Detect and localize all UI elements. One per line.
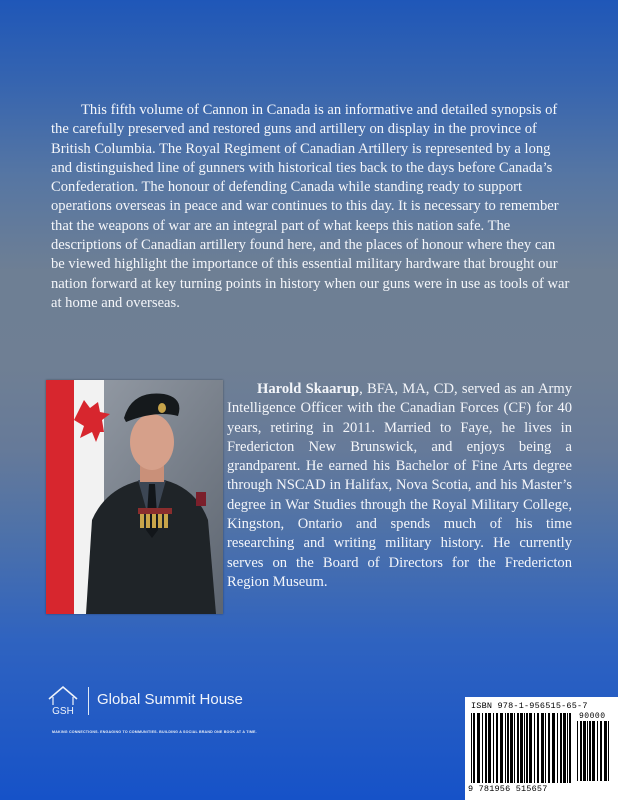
barcode-bar [529, 713, 532, 783]
barcode-bar [580, 721, 582, 781]
barcode-bar [517, 713, 519, 783]
isbn-label: ISBN 978-1-956515-65-7 [471, 701, 588, 711]
barcode-bar [569, 713, 571, 783]
barcode-bar [552, 713, 555, 783]
house-logo-icon [46, 683, 80, 719]
back-cover-synopsis [51, 101, 570, 313]
publisher-tagline: MAKING CONNECTIONS. ENGAGING TO COMMUNITIES. BUILDING A SOCIAL BRAND ONE BOOK AT A TIME. [52, 730, 257, 734]
barcode-bar [505, 713, 506, 783]
barcode-bar [507, 713, 509, 783]
barcode-bar [541, 713, 544, 783]
barcode-bar [471, 713, 472, 783]
synopsis-paragraph: This fifth volume of Cannon in Canada is an informative and detailed synopsis of the carefully preserved and restored guns and artillery on display in the province of British Columbia. The Royal Regiment of Canadian Artillery is represented by a long and distinguished line of gunners with historical ties back to the days before Canada’s Confederation. The honour of defending Canada while standing ready to support operations overseas in peace and war continues to this day. It is necessary to remember that the weapons of war are an integral part of what keeps this nation safe. The descriptions of Canadian artillery found here, and the places of honour where they can be viewed highlight the importance of this essential military hardware that brought our nation forward at key turning points in history when our guns were in use as tools of war at home and overseas. [51, 102, 570, 311]
barcode-bar [500, 713, 503, 783]
barcode-bar [496, 713, 498, 783]
barcode-bar [604, 721, 607, 781]
publisher-name: Global Summit House [97, 691, 243, 708]
isbn-barcode [465, 697, 618, 800]
author-name: Harold Skaarup [257, 381, 360, 397]
barcode-bar [514, 713, 515, 783]
publisher-logo [46, 683, 266, 729]
barcode-bar [485, 713, 487, 783]
barcode-bar [524, 713, 525, 783]
barcode-bar [557, 713, 558, 783]
ean-barcode-icon [471, 713, 575, 783]
barcode-bar [493, 713, 494, 783]
barcode-bar [537, 713, 539, 783]
barcode-bar [597, 721, 598, 781]
barcode-bar [589, 721, 591, 781]
addon-barcode-icon [577, 721, 613, 781]
barcode-bar [600, 721, 602, 781]
logo-initials: GSH [52, 706, 74, 717]
barcode-bar [548, 713, 550, 783]
barcode-bar [560, 713, 562, 783]
author-bio-paragraph [227, 380, 572, 592]
author-bio-text: , BFA, MA, CD, served as an Army Intelligence Officer with the Canadian Forces (CF) for 40 years, retiring in 2011. Married to Faye, he lives in Fredericton New Brunswick, and enjoys being a grandparent. He earned his Bachelor of Fine Arts degree through NSCAD in Halifax, Nova Scotia, and his Master’s degree in War Studies through the Royal Military College, Kingston, Ontario and spends much of his time researching and writing military history. He currently serves on the Board of Directors for the Fredericton Region Museum. [227, 381, 572, 590]
ean-digits: 9 781956 515657 [468, 784, 548, 794]
barcode-bar [592, 721, 595, 781]
barcode-bar [577, 721, 578, 781]
author-bio [227, 380, 572, 592]
barcode-bar [545, 713, 546, 783]
author-photo [46, 380, 223, 614]
barcode-bar [473, 713, 475, 783]
barcode-bar [587, 721, 588, 781]
addon-digits: 90000 [579, 712, 606, 721]
barcode-bar [583, 721, 586, 781]
barcode-bar [488, 713, 491, 783]
logo-divider [88, 687, 89, 715]
barcode-bar [520, 713, 523, 783]
barcode-bar [567, 713, 568, 783]
barcode-bar [477, 713, 480, 783]
barcode-bar [534, 713, 535, 783]
barcode-bar [608, 721, 609, 781]
barcode-bar [510, 713, 513, 783]
barcode-bar [526, 713, 528, 783]
barcode-bar [482, 713, 483, 783]
barcode-bar [563, 713, 566, 783]
